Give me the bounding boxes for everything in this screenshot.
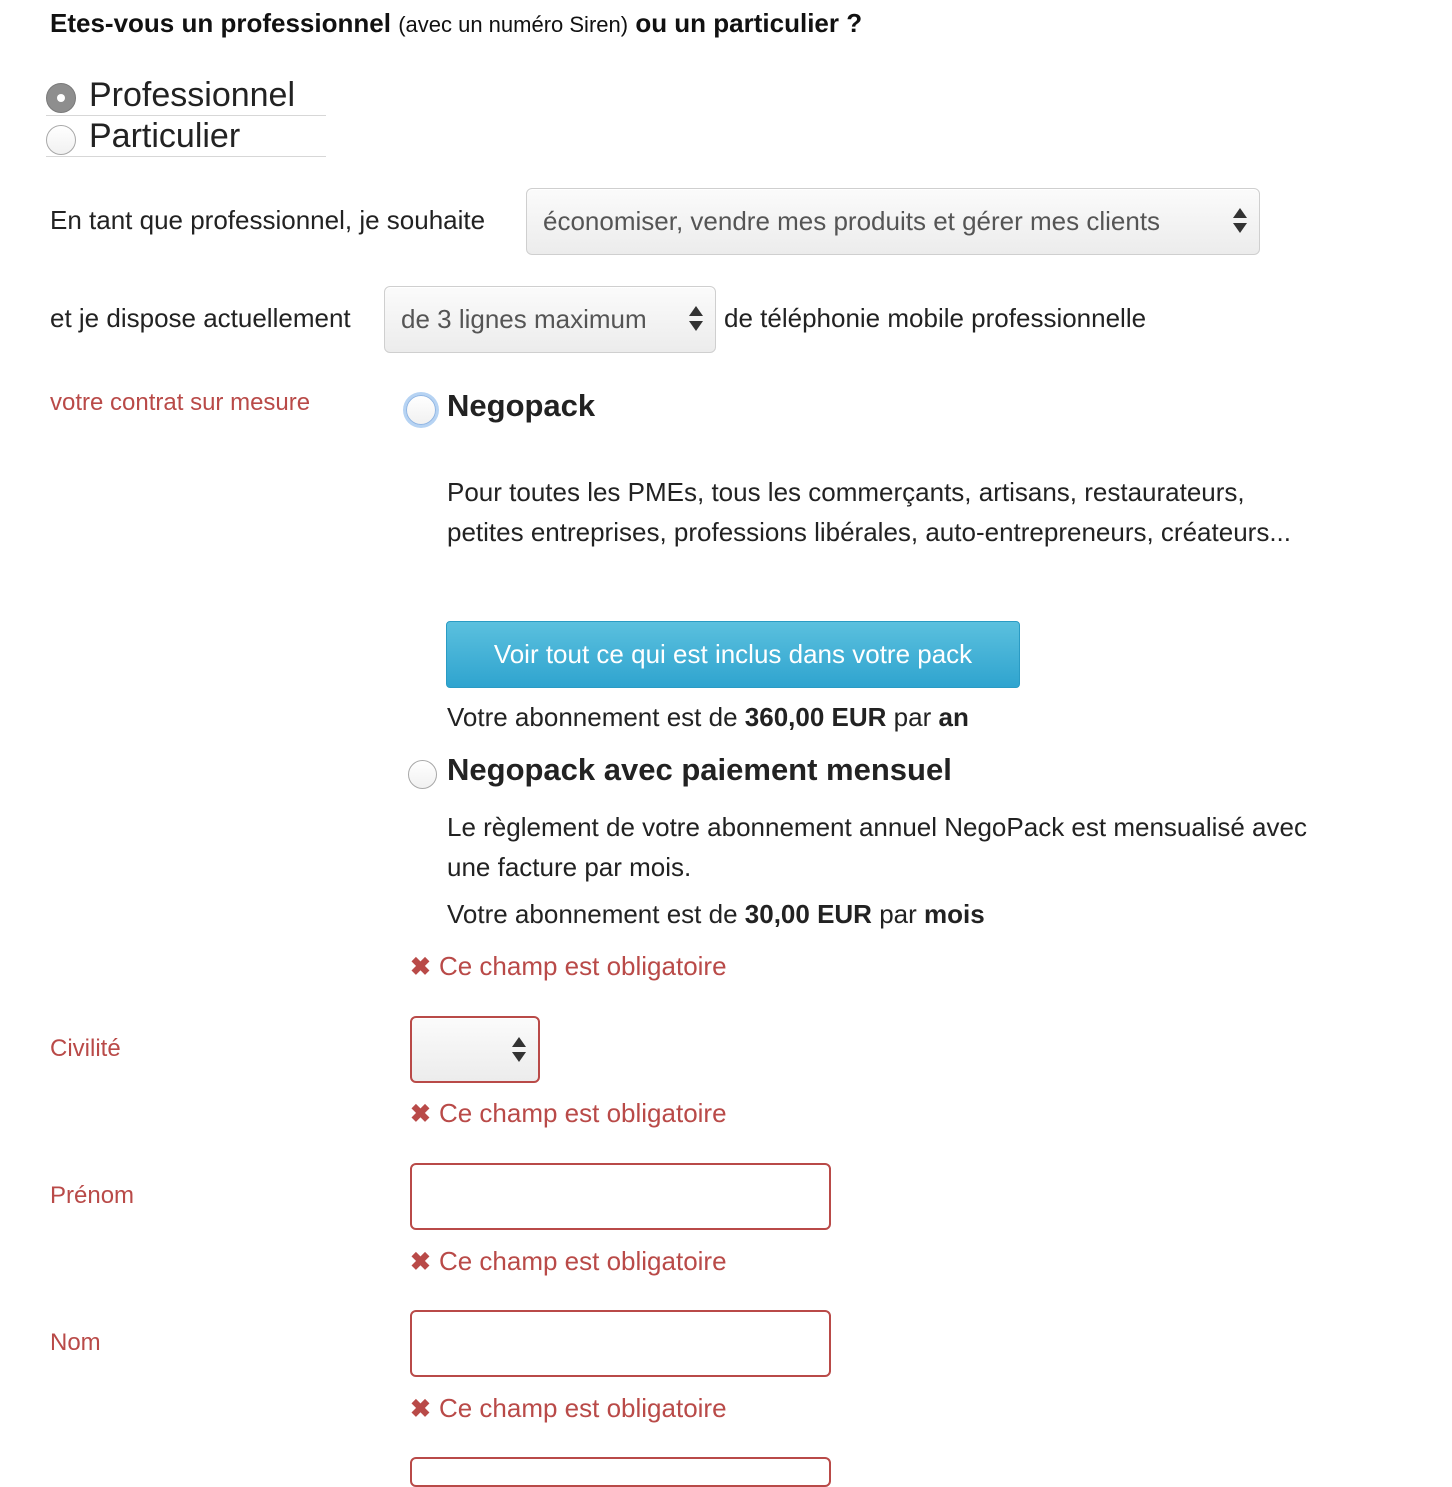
price-period: mois <box>924 899 985 929</box>
error-text: Ce champ est obligatoire <box>438 1393 727 1423</box>
price-mid: par <box>893 702 932 732</box>
pack-description-negopack-mensuel: Le règlement de votre abonnement annuel NegoPack est mensualisé avec une facture par mois. <box>447 812 1307 882</box>
nom-label: Nom <box>50 1329 101 1356</box>
wish-label: En tant que professionnel, je souhaite <box>50 205 486 235</box>
contract-label: votre contrat sur mesure <box>50 389 311 416</box>
lines-label-before: et je dispose actuellement <box>50 303 351 333</box>
prenom-label: Prénom <box>50 1182 135 1209</box>
prenom-input[interactable] <box>410 1163 831 1230</box>
price-mid: par <box>879 899 917 929</box>
radio-negopack[interactable] <box>406 395 436 425</box>
radio-option-particulier[interactable] <box>46 116 326 157</box>
radio-negopack-mensuel[interactable] <box>408 760 437 789</box>
lines-select-value: de 3 lignes maximum <box>401 304 647 334</box>
prenom-error <box>410 1246 727 1277</box>
pack-price-negopack <box>447 702 969 733</box>
question-bold-start: Etes-vous un professionnel <box>50 8 391 38</box>
lines-select[interactable] <box>384 286 716 353</box>
lines-label-after: de téléphonie mobile professionnelle <box>724 303 1147 333</box>
x-icon: ✖ <box>410 1248 431 1276</box>
pack-details-button[interactable]: Voir tout ce qui est inclus dans votre pack <box>446 621 1020 688</box>
radio-option-professionnel[interactable] <box>46 75 326 116</box>
radio-particulier[interactable] <box>46 125 76 155</box>
price-amount: 30,00 EUR <box>744 899 872 929</box>
civilite-label: Civilité <box>50 1035 121 1062</box>
radio-label-professionnel[interactable]: Professionnel <box>89 76 296 114</box>
nom-error <box>410 1393 727 1424</box>
civilite-select[interactable] <box>410 1016 540 1083</box>
select-arrows-icon <box>512 1035 526 1065</box>
question-siren-hint: (avec un numéro Siren) <box>398 12 629 37</box>
error-text: Ce champ est obligatoire <box>438 951 727 981</box>
x-icon: ✖ <box>410 1395 431 1423</box>
price-prefix: Votre abonnement est de <box>447 899 738 929</box>
x-icon: ✖ <box>410 1100 431 1128</box>
next-input[interactable] <box>410 1457 831 1487</box>
price-prefix: Votre abonnement est de <box>447 702 738 732</box>
price-period: an <box>938 702 969 732</box>
nom-input[interactable] <box>410 1310 831 1377</box>
radio-label-particulier[interactable]: Particulier <box>89 117 241 155</box>
wish-select[interactable] <box>526 188 1260 255</box>
contract-error <box>410 951 727 982</box>
price-amount: 360,00 EUR <box>744 702 887 732</box>
pack-title-negopack-mensuel[interactable]: Negopack avec paiement mensuel <box>447 752 952 787</box>
pack-description-negopack: Pour toutes les PMEs, tous les commerçants, artisans, restaurateurs, petites entreprises, professions libérales, auto-entrepreneurs, créateurs... <box>447 477 1291 547</box>
select-arrows-icon <box>689 304 703 334</box>
pack-price-negopack-mensuel <box>447 899 985 930</box>
select-arrows-icon <box>1233 206 1247 236</box>
error-text: Ce champ est obligatoire <box>438 1098 727 1128</box>
pack-title-negopack[interactable]: Negopack <box>447 388 596 423</box>
wish-select-value: économiser, vendre mes produits et gérer mes clients <box>543 206 1161 236</box>
civilite-error <box>410 1098 727 1129</box>
x-icon: ✖ <box>410 953 431 981</box>
radio-professionnel[interactable] <box>46 83 76 113</box>
client-type-question <box>50 8 862 39</box>
error-text: Ce champ est obligatoire <box>438 1246 727 1276</box>
question-bold-end: ou un particulier ? <box>635 8 863 38</box>
